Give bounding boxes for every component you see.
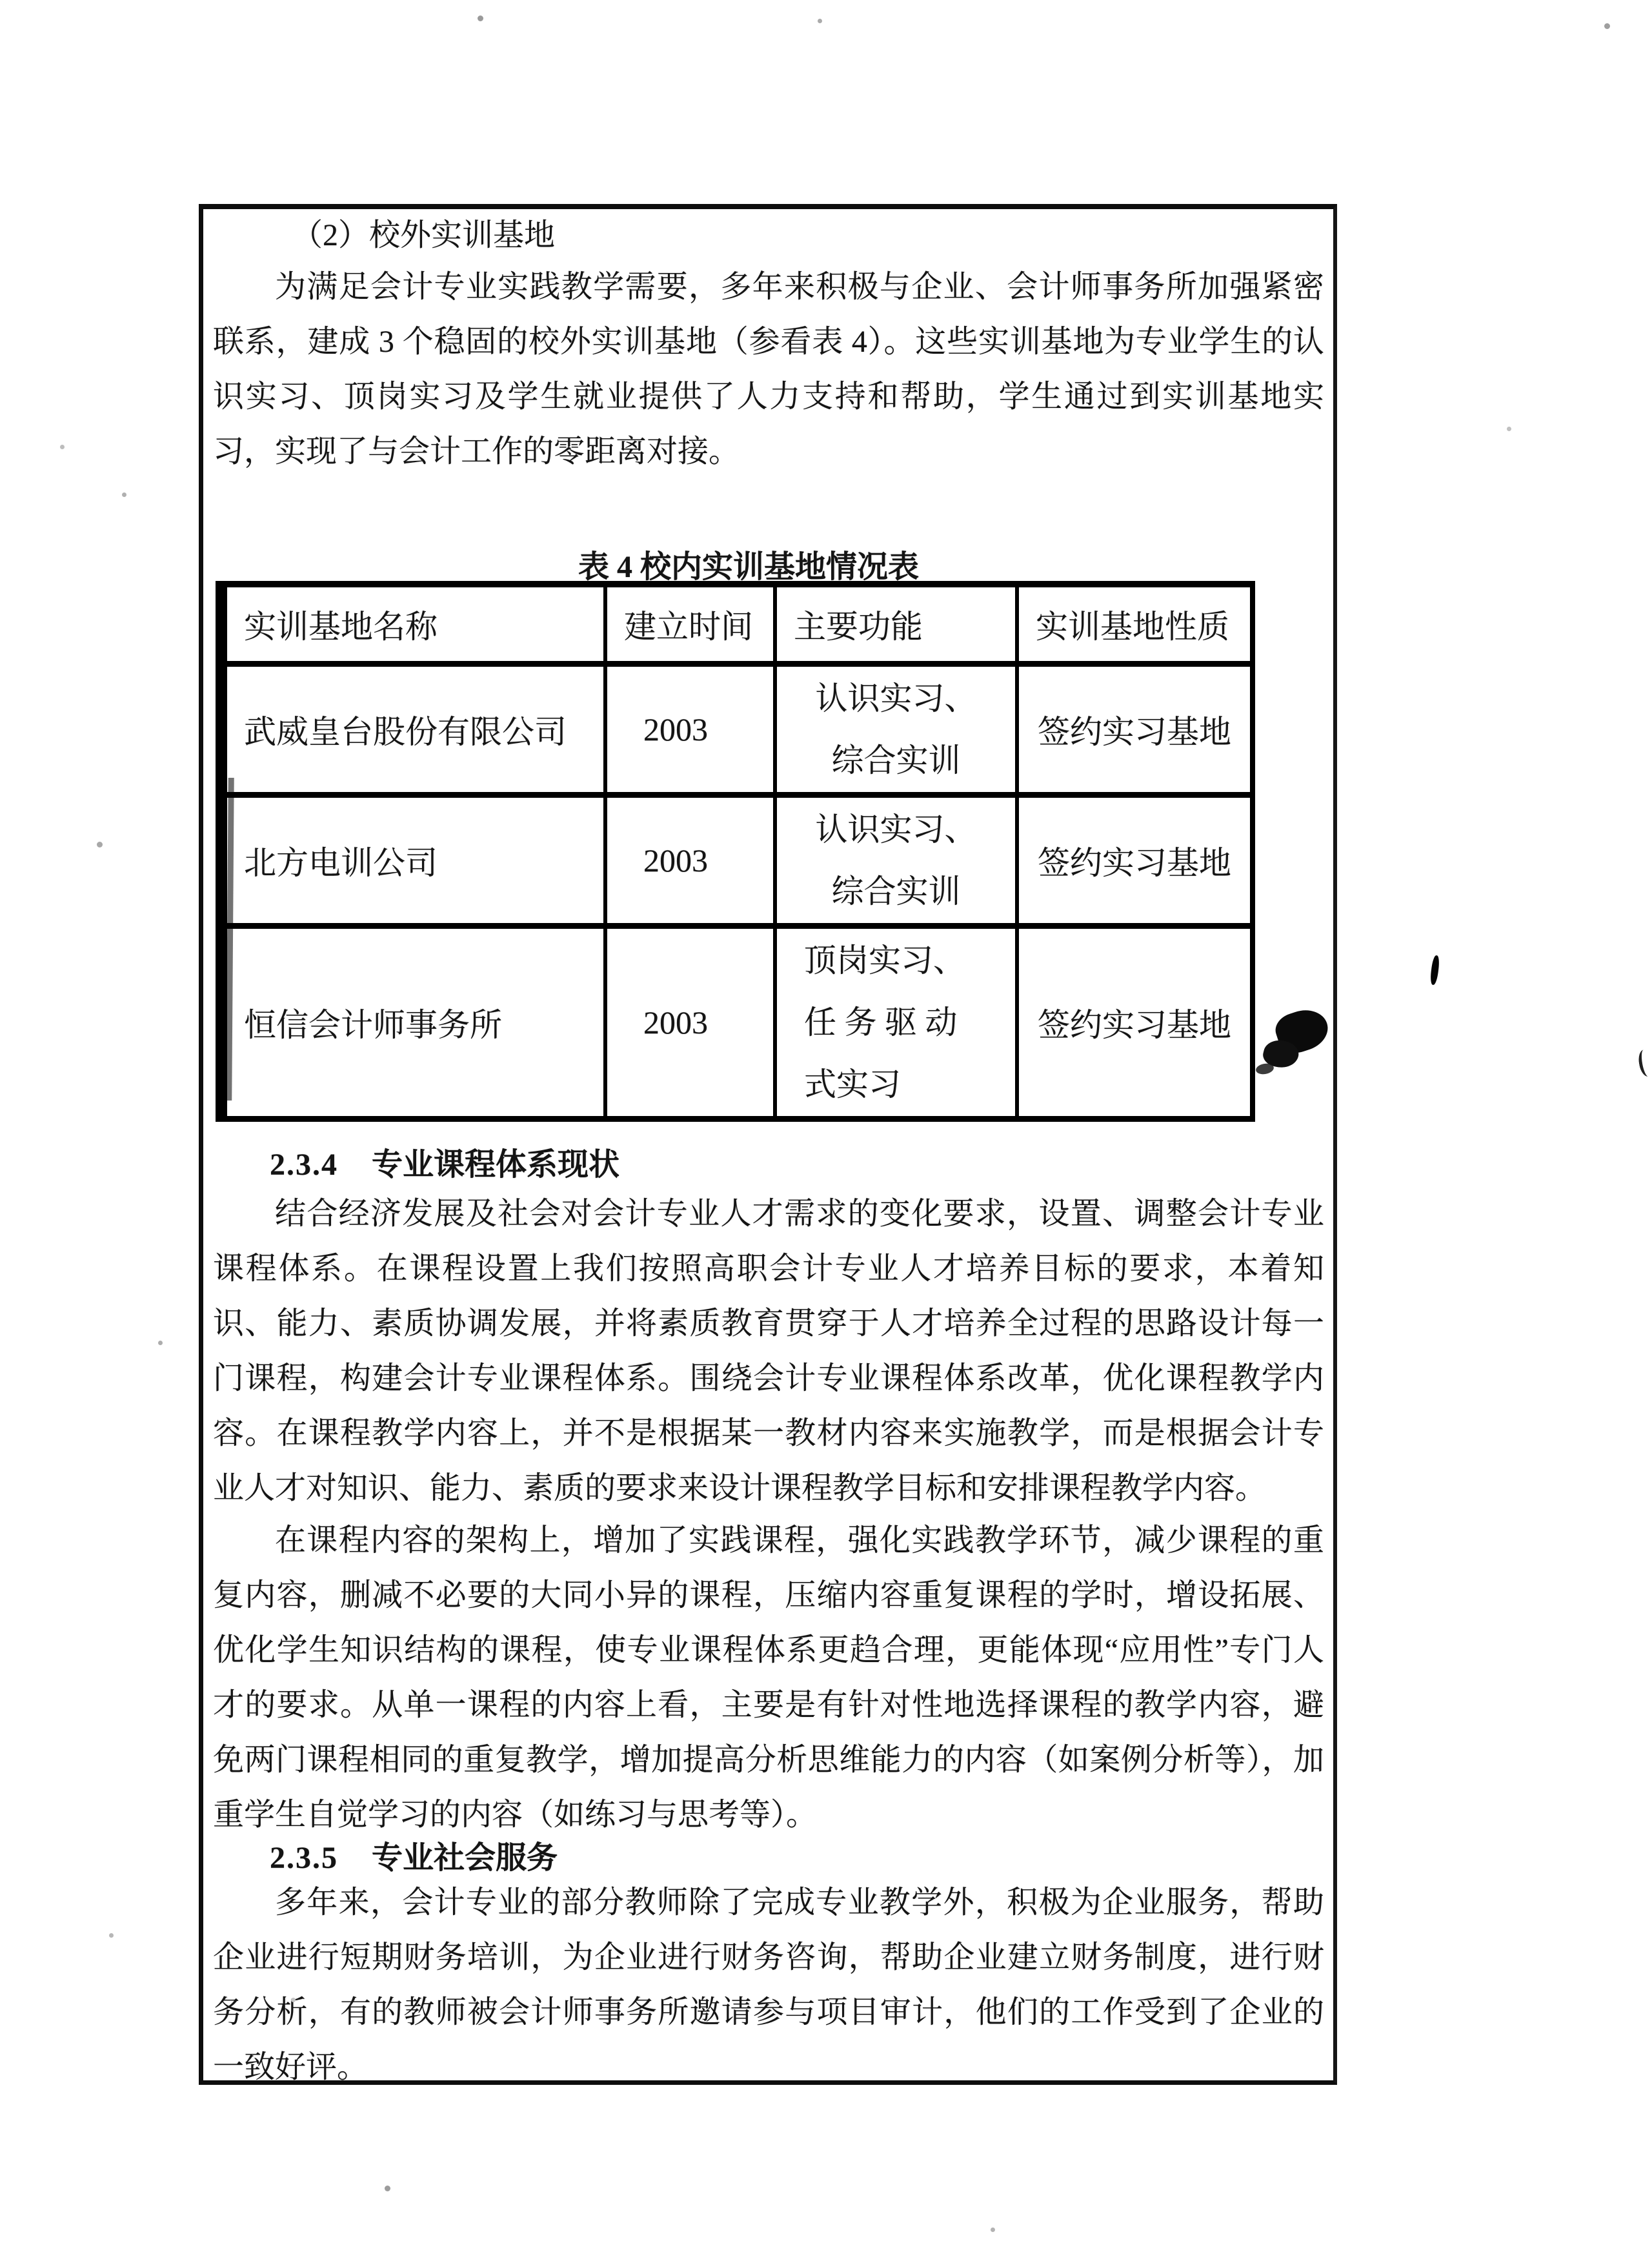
- table-row: [221, 926, 1253, 1119]
- function-line: 综合实训: [831, 873, 961, 909]
- cell-base-name: 北方电训公司: [221, 795, 605, 926]
- col-header-base-nature: 实训基地性质: [1017, 584, 1253, 664]
- table-header-row: [221, 584, 1253, 664]
- cell-main-functions: [775, 664, 1017, 795]
- function-line: 式实习: [804, 1066, 901, 1102]
- cell-main-functions: [775, 795, 1017, 926]
- paragraph-curriculum-design: 结合经济发展及社会对会计专业人才需求的变化要求，设置、调整会计专业课程体系。在课程设置上我们按照高职会计专业人才培养目标的要求，本着知识、能力、素质协调发展，并将素质教育贯穿于人才培养全过程的思路设计每一门课程，构建会计专业课程体系。围绕会计专业课程体系改革，优化课程教学内容。在课程教学内容上，并不是根据某一教材内容来实施教学，而是根据会计专业人才对知识、能力、素质的要求来设计课程教学目标和安排课程教学内容。: [213, 1197, 1324, 1505]
- paragraph-curriculum-structure: 在课程内容的架构上，增加了实践课程，强化实践教学环节，减少课程的重复内容，删减不必要的大同小异的课程，压缩内容重复课程的学时，增设拓展、优化学生知识结构的课程，使专业课程体系更趋合理，更能体现“应用性”专门人才的要求。从单一课程的内容上看，主要是有针对性地选择课程的教学内容，避免两门课程相同的重复教学，增加提高分析思维能力的内容（如案例分析等），加重学生自觉学习的内容（如练习与思考等）。: [213, 1523, 1324, 1832]
- cell-base-nature: 签约实习基地: [1017, 926, 1253, 1119]
- cell-year-established: 2003: [605, 664, 775, 795]
- paragraph-off-campus-bases: 为满足会计专业实践教学需要，多年来积极与企业、会计师事务所加强紧密联系，建成 3 个稳固的校外实训基地（参看表 4）。这些实训基地为专业学生的认识实习、顶岗实习及学生就业提供了人力支持和帮助，学生通过到实训基地实习，实现了与会计工作的零距离对接。: [213, 270, 1324, 469]
- table-row: [221, 664, 1253, 795]
- col-header-year-established: 建立时间: [605, 584, 775, 664]
- function-line: 顶岗实习、: [804, 942, 965, 979]
- table-caption: 表 4 校内实训基地情况表: [578, 550, 919, 584]
- section-title: 专业社会服务: [372, 1841, 558, 1875]
- function-line: 认识实习、: [815, 811, 977, 847]
- section-title: 专业课程体系现状: [372, 1148, 620, 1182]
- function-line: 认识实习、: [815, 680, 977, 716]
- cell-base-nature: 签约实习基地: [1017, 795, 1253, 926]
- cell-base-nature: 签约实习基地: [1017, 664, 1253, 795]
- section-heading-2-3-4: [270, 1137, 620, 1192]
- scan-speckles: [0, 0, 3, 3]
- section-number: 2.3.5: [270, 1841, 338, 1875]
- function-line: 任 务 驱 动: [804, 1004, 958, 1040]
- cell-base-name: 恒信会计师事务所: [221, 926, 605, 1119]
- subheading-off-campus-bases: （2）校外实训基地: [292, 218, 556, 252]
- cell-base-name: 武威皇台股份有限公司: [221, 664, 605, 795]
- col-header-main-functions: 主要功能: [775, 584, 1017, 664]
- cell-year-established: 2003: [605, 926, 775, 1119]
- paragraph-social-service: 多年来，会计专业的部分教师除了完成专业教学外，积极为企业服务，帮助企业进行短期财务培训，为企业进行财务咨询，帮助企业建立财务制度，进行财务分析，有的教师被会计师事务所邀请参与项目审计，他们的工作受到了企业的一致好评。: [213, 1885, 1324, 2084]
- function-line: 综合实训: [831, 742, 961, 778]
- ink-tick-artifact: [1429, 955, 1440, 986]
- ink-tick-artifact: [1637, 1048, 1652, 1077]
- col-header-base-name: 实训基地名称: [221, 584, 605, 664]
- cell-main-functions: [775, 926, 1017, 1119]
- section-number: 2.3.4: [270, 1148, 338, 1182]
- table-row: [221, 795, 1253, 926]
- training-base-table: [216, 581, 1255, 1122]
- cell-year-established: 2003: [605, 795, 775, 926]
